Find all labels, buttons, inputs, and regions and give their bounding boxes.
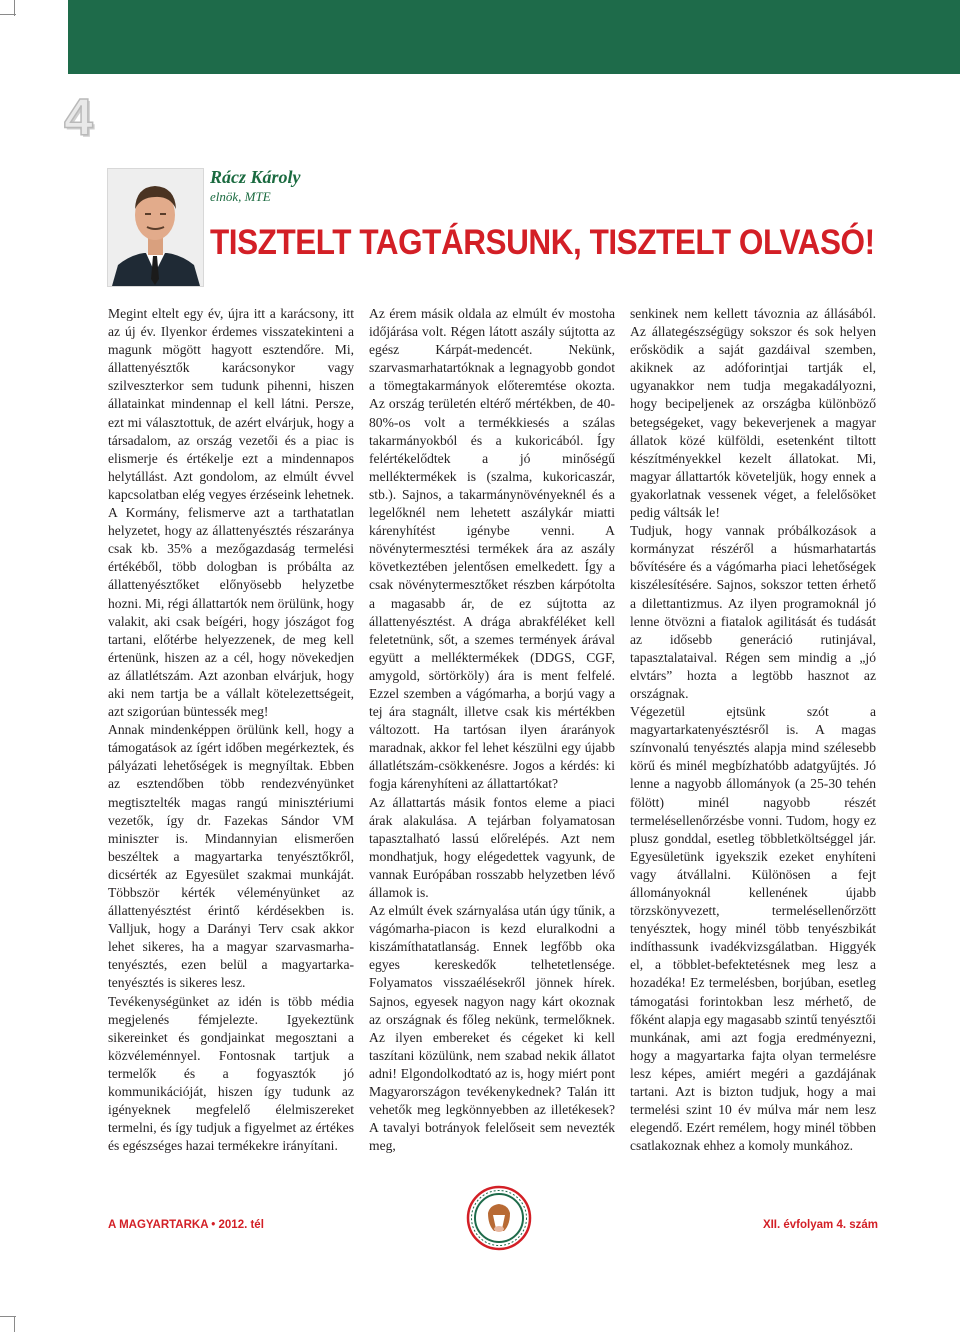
- crop-mark: [0, 14, 16, 15]
- article-headline: TISZTELT TAGTÁRSUNK, TISZTELT OLVASÓ!: [210, 223, 875, 262]
- paragraph: Annak mindenképpen örülünk kell, hogy a támogatások az ígért időben megérkeztek, és pályázati lehetőségek is megnyíltak. Ebben az esztendőben több rendezvényünket megtisztelték magas rangú minisztériumi vezetők, így dr. Fazekas Sándor VM miniszter is. Mindannyian elismerően beszéltek a magyartarka tenyésztőkről, dicsérték az Egyesület szakmai munkáját. Többször kérték véleményünket az állattenyésztést érintő kérdésekben is. Valljuk, hogy a Darányi Terv csak akkor lehet sikeres, ha a magyar szarvasmarha-tenyésztés, ezen belül a magyartarka-tenyésztés is sikeres lesz.: [108, 722, 354, 991]
- crop-mark: [0, 1316, 16, 1317]
- text-column-2: [369, 305, 615, 1155]
- crop-mark: [14, 1316, 15, 1332]
- author-name: Rácz Károly: [210, 167, 301, 187]
- paragraph: Az állattartás másik fontos eleme a piaci árak alakulása. A tejárban folyamatosan tapasztalható lassú előrelépés. Azt nem mondhatjuk, hogy elégedettek vagyunk, de vannak Európában rosszabb helyzetben lévő államok is.: [369, 794, 615, 900]
- paragraph: senkinek nem kellett távoznia az állásából. Az állategészségügy sokszor és sok helyen erősködik a saját gazdáival szemben, akiknek az adóforintjai tartják el, ugyanakkor nem tudja megakadályozni, hogy becipeljenek az országba különböző betegségeket, vagy bekeverjenek a magyar állatok közé külföldi, esetenként tiltott készítményekkel kezelt állatokat. Mi, magyar állattartók követeljük, hogy ennek a gyakorlatnak vessenek véget, a felelősöket pedig váltsák le!: [630, 306, 876, 521]
- top-green-bar: [68, 0, 960, 74]
- paragraph: Tevékenységünket az idén is több média megjelenés fémjelezte. Igyekeztünk sikereinket és gondjainkat megosztani a közvéleménnyel. Fontosnak tartjuk a termelők és a fogyasztók jó kommunikációját, hiszen így tudunk az igényeknek megfelelő élelmiszereket termelni, és így tudjuk a figyelmet az értékes és egészséges hazai termékekre irányítani.: [108, 993, 354, 1154]
- paragraph: Az érem másik oldala az elmúlt év mostoha időjárása volt. Régen látott aszály sújtotta az egész Kárpát-medencét. Nekünk, szarvasmarhatartóknak a legnagyobb gondot a tömegtakarmányok előteremtése okozta. Az ország területén eltérő mértékben, de 40-80%-os volt a termékkiesés a szálas takarmányokból és a kukoricából. Így felértékelődtek a jó minőségű melléktermékek is (szalma, kukoricaszár, stb.). Sajnos, a takarmánynövényeknél és a legelőknél nem lehetett aszálykár miatti kárenyhítést igénybe venni. A növénytermesztési termékek ára az aszály következtében jelentősen emelkedett. Így a csak növénytermesztőket részben kárpótolta a magasabb ár, de ez sújtotta az állattenyésztést. A drága abrakféléket kell feletetnünk, sőt, a szemes termények árával együtt a melléktermékek (DDGS, CGF, amygold, sörtörköly) ára is ment felfelé. Ezzel szemben a vágómarha, a borjú vagy a tej ára stagnált, illetve csak kis mértékben változott. Ha tartósan ilyen árarányok maradnak, akkor fel lehet készülni egy újabb állatlétszám-csökkenésre. Jogos a kérdés: ki fogja kárenyhíteni az állattartókat?: [369, 306, 615, 792]
- footer-issue: XII. évfolyam 4. szám: [762, 1219, 878, 1231]
- paragraph: Végezetül ejtsünk szót a magyartarkatenyésztésről is. A magas színvonalú tenyésztés alapja mind szélesebb körű és minél megbízhatóbb adatgyűjtés. Jó lenne a nagyobb állományok (a 25-30 tehén fölött) minél nagyobb részét termelésellenőrzésbe vonni. Tudom, hogy ez plusz gonddal, esetleg többletköltséggel jár. Egyesületünk igyekszik ezeket enyhíteni vagy átvállalni. Különösen a fejt állományoknál kellenének újabb törzskönyvezett, termelésellenőrzött tenyésztek, hogy minél több tenyészbikát indíthassunk ivadékvizsgálatban. Higgyék el, a többlet-befektetésnek meg lesz a hozadéka! Ez termelésben, borjúban, esetleg támogatási forintokban lesz mérhető, de főként alapja egy magasabb szintű tenyésztői munkának, ami azt fogja eredményezni, hogy a magyartarka fajta olyan termelésre lesz képes, amiért megéri a gazdájának tartani. Azt is bizton tudjuk, hogy a mai termelési szint 10 év múlva már nem lesz elegendő. Ezért remélem, hogy minél többen csatlakoznak ehhez a komoly munkához.: [630, 704, 876, 1154]
- paragraph: Megint eltelt egy év, újra itt a karácsony, itt az új év. Ilyenkor érdemes visszatekinteni a magunk mögött hagyott esztendőre. Mi, állattenyésztők karácsonykor vagy szilveszterkor sem tudunk pihenni, hiszen állatainkat mindennap el kell látni. Persze, ezt mi választottuk, de azért elvárjuk, hogy a társadalom, az ország vezetői és a piac is elismerje és értékelje ezt a mindennapos helytállást. Azt gondolom, az elmúlt évvel kapcsolatban elég vegyes érzéseink lehetnek. A Kormány, felismerve azt a tarthatatlan helyzetet, hogy az állattenyésztés részaránya csak kb. 35% a mezőgazdaság termelési értékéből, több dologban is próbálta az állattenyésztőket előnyösebb helyzetbe hozni. Mi, régi állattartók nem örülünk, hogy valakit, aki csak beígéri, hogy jószágot fog tartani, előtérbe helyezzenek, de meg kell értenünk, hiszen az a cél, hogy növekedjen az állatlétszám. Azt azonban elvárjuk, hogy aki nem tartja be a vállalt kötelezettségeit, azt szigorúan büntessék meg!: [108, 306, 354, 720]
- footer-publication: A MAGYARTARKA • 2012. tél: [108, 1219, 264, 1231]
- page-number: 4: [64, 89, 93, 147]
- portrait-icon: [108, 169, 203, 286]
- association-logo-icon: [466, 1185, 532, 1251]
- text-column-1: [108, 305, 354, 1155]
- paragraph: Az elmúlt évek szárnyalása után úgy tűnik, a vágómarha-piacon is kezd eluralkodni a kiszámíthatatlanság. Ennek legfőbb oka egyes kereskedők telhetetlensége. Folyamatos visszaélésekről jönnek hírek. Sajnos, egyesek nagyon nagy kárt okoznak az országnak és főleg nekünk, termelőknek. Az ilyen embereket és cégeket ki kell taszítani közülünk, nem szabad nekik állatot adni! Elgondolkodtató az is, hogy miért pont Magyarországon tevékenykednek? Talán itt vehetők meg legkönnyebben az illetékesek? A tavalyi botrányok felelőseit sem nevezték meg,: [369, 903, 615, 1154]
- text-column-3: [630, 305, 876, 1155]
- author-portrait: [107, 168, 204, 287]
- author-role: elnök, MTE: [210, 189, 271, 204]
- paragraph: Tudjuk, hogy vannak próbálkozások a kormányzat részéről a húsmarhatartás bővítésére és a vágómarha piaci lehetőségek kiszélesítésére. Sajnos, sokszor tetten érhető a dilettantizmus. Az ilyen programoknál jó lenne ötvözni a fiatalok agilitását és tudását az idősebb generáció rutinjával, tapasztalataival. Régen sem mindig a „jó elvtárs” hozta a legtöbb hasznot az országnak.: [630, 523, 876, 701]
